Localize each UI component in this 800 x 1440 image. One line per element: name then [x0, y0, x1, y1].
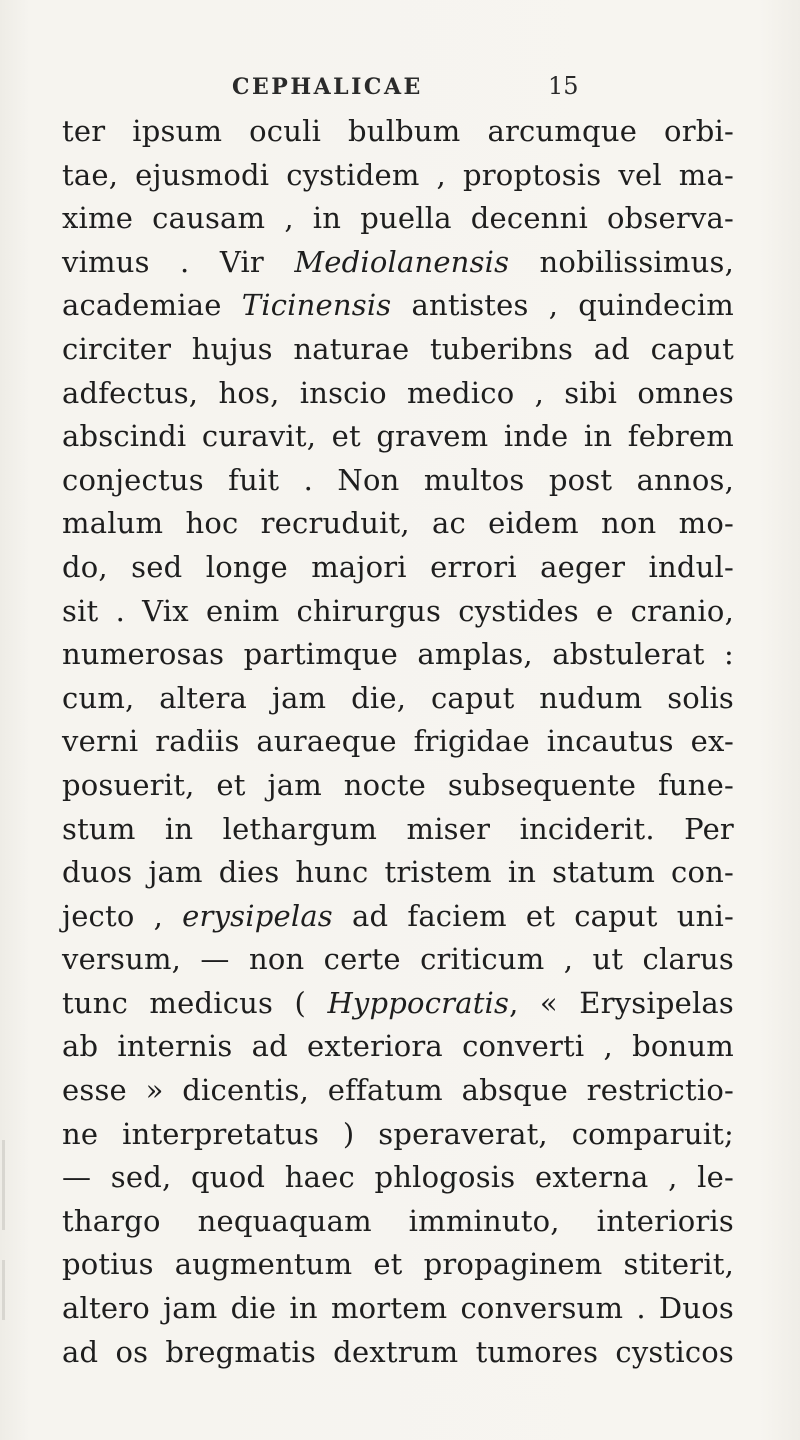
- text-line: [62, 1025, 734, 1069]
- text-line: [62, 241, 734, 285]
- text-segment: xime causam , in puella decenni observa-: [62, 201, 734, 236]
- text-segment: antistes , quindecim: [391, 288, 734, 323]
- page-edge-mark: [2, 1260, 5, 1320]
- text-segment: , « Erysipelas: [509, 985, 734, 1020]
- text-segment: abscindi curavit, et gravem inde in febrem: [62, 419, 734, 454]
- text-line: [62, 154, 734, 198]
- text-line: [62, 764, 734, 808]
- text-segment: ad os bregmatis dextrum tumores cysticos: [62, 1334, 734, 1369]
- text-line: [62, 590, 734, 634]
- text-segment: esse » dicentis, effatum absque restrictio-: [62, 1073, 734, 1108]
- page-number: 15: [548, 72, 579, 100]
- italic-text: erysipelas: [182, 898, 333, 933]
- text-segment: duos jam dies hunc tristem in statum con-: [62, 855, 734, 890]
- text-line: [62, 720, 734, 764]
- text-line: [62, 284, 734, 328]
- text-segment: tunc medicus (: [62, 985, 328, 1020]
- text-line: [62, 1243, 734, 1287]
- text-segment: ab internis ad exteriora converti , bonum: [62, 1029, 734, 1064]
- text-segment: nobilissimus,: [509, 244, 734, 279]
- text-segment: do, sed longe majori errori aeger indul-: [62, 549, 734, 584]
- text-line: [62, 546, 734, 590]
- text-segment: numerosas partimque amplas, abstulerat :: [62, 637, 734, 672]
- text-line: [62, 110, 734, 154]
- text-segment: ad faciem et caput uni-: [332, 898, 734, 933]
- text-line: [62, 808, 734, 852]
- text-segment: versum, — non certe criticum , ut clarus: [62, 942, 734, 977]
- text-segment: posuerit, et jam nocte subsequente fune-: [62, 767, 734, 802]
- text-line: [62, 677, 734, 721]
- text-segment: thargo nequaquam imminuto, interioris: [62, 1203, 734, 1238]
- text-line: [62, 197, 734, 241]
- text-segment: potius augmentum et propaginem stiterit,: [62, 1247, 734, 1282]
- italic-text: Ticinensis: [241, 288, 392, 323]
- text-line: [62, 938, 734, 982]
- text-segment: altero jam die in mortem conversum . Duos: [62, 1291, 734, 1326]
- italic-text: Mediolanensis: [294, 244, 510, 279]
- text-line: [62, 851, 734, 895]
- page-header: [0, 68, 800, 108]
- body-text: [62, 110, 734, 1374]
- text-segment: tae, ejusmodi cystidem , proptosis vel ma-: [62, 157, 734, 192]
- text-line: [62, 633, 734, 677]
- text-segment: ne interpretatus ) speraverat, comparuit;: [62, 1116, 734, 1151]
- text-line: [62, 1069, 734, 1113]
- text-segment: — sed, quod haec phlogosis externa , le-: [62, 1160, 734, 1195]
- text-line: [62, 1287, 734, 1331]
- text-segment: stum in lethargum miser inciderit. Per: [62, 811, 734, 846]
- text-line: [62, 1331, 734, 1375]
- text-segment: ter ipsum oculi bulbum arcumque orbi-: [62, 114, 734, 148]
- text-line: [62, 895, 734, 939]
- text-line: [62, 415, 734, 459]
- text-segment: circiter hujus naturae tuberibns ad caput: [62, 331, 734, 366]
- text-segment: jecto ,: [62, 898, 183, 933]
- text-line: [62, 372, 734, 416]
- running-head: CEPHALICAE: [232, 74, 423, 100]
- text-line: [62, 1200, 734, 1244]
- text-segment: academiae: [62, 288, 242, 323]
- text-line: [62, 502, 734, 546]
- text-line: [62, 328, 734, 372]
- text-line: [62, 1156, 734, 1200]
- text-line: [62, 459, 734, 503]
- italic-text: Hyppocratis: [327, 985, 510, 1020]
- text-segment: adfectus, hos, inscio medico , sibi omnes: [62, 375, 734, 410]
- text-segment: sit . Vix enim chirurgus cystides e cranio,: [62, 593, 734, 628]
- text-segment: malum hoc recruduit, ac eidem non mo-: [62, 506, 734, 541]
- text-segment: vimus . Vir: [62, 244, 295, 279]
- text-segment: conjectus fuit . Non multos post annos,: [62, 462, 734, 497]
- text-line: [62, 982, 734, 1026]
- text-segment: cum, altera jam die, caput nudum solis: [62, 680, 734, 715]
- page-edge-mark: [2, 1140, 5, 1230]
- text-line: [62, 1113, 734, 1157]
- text-segment: verni radiis auraeque frigidae incautus ex-: [62, 724, 734, 759]
